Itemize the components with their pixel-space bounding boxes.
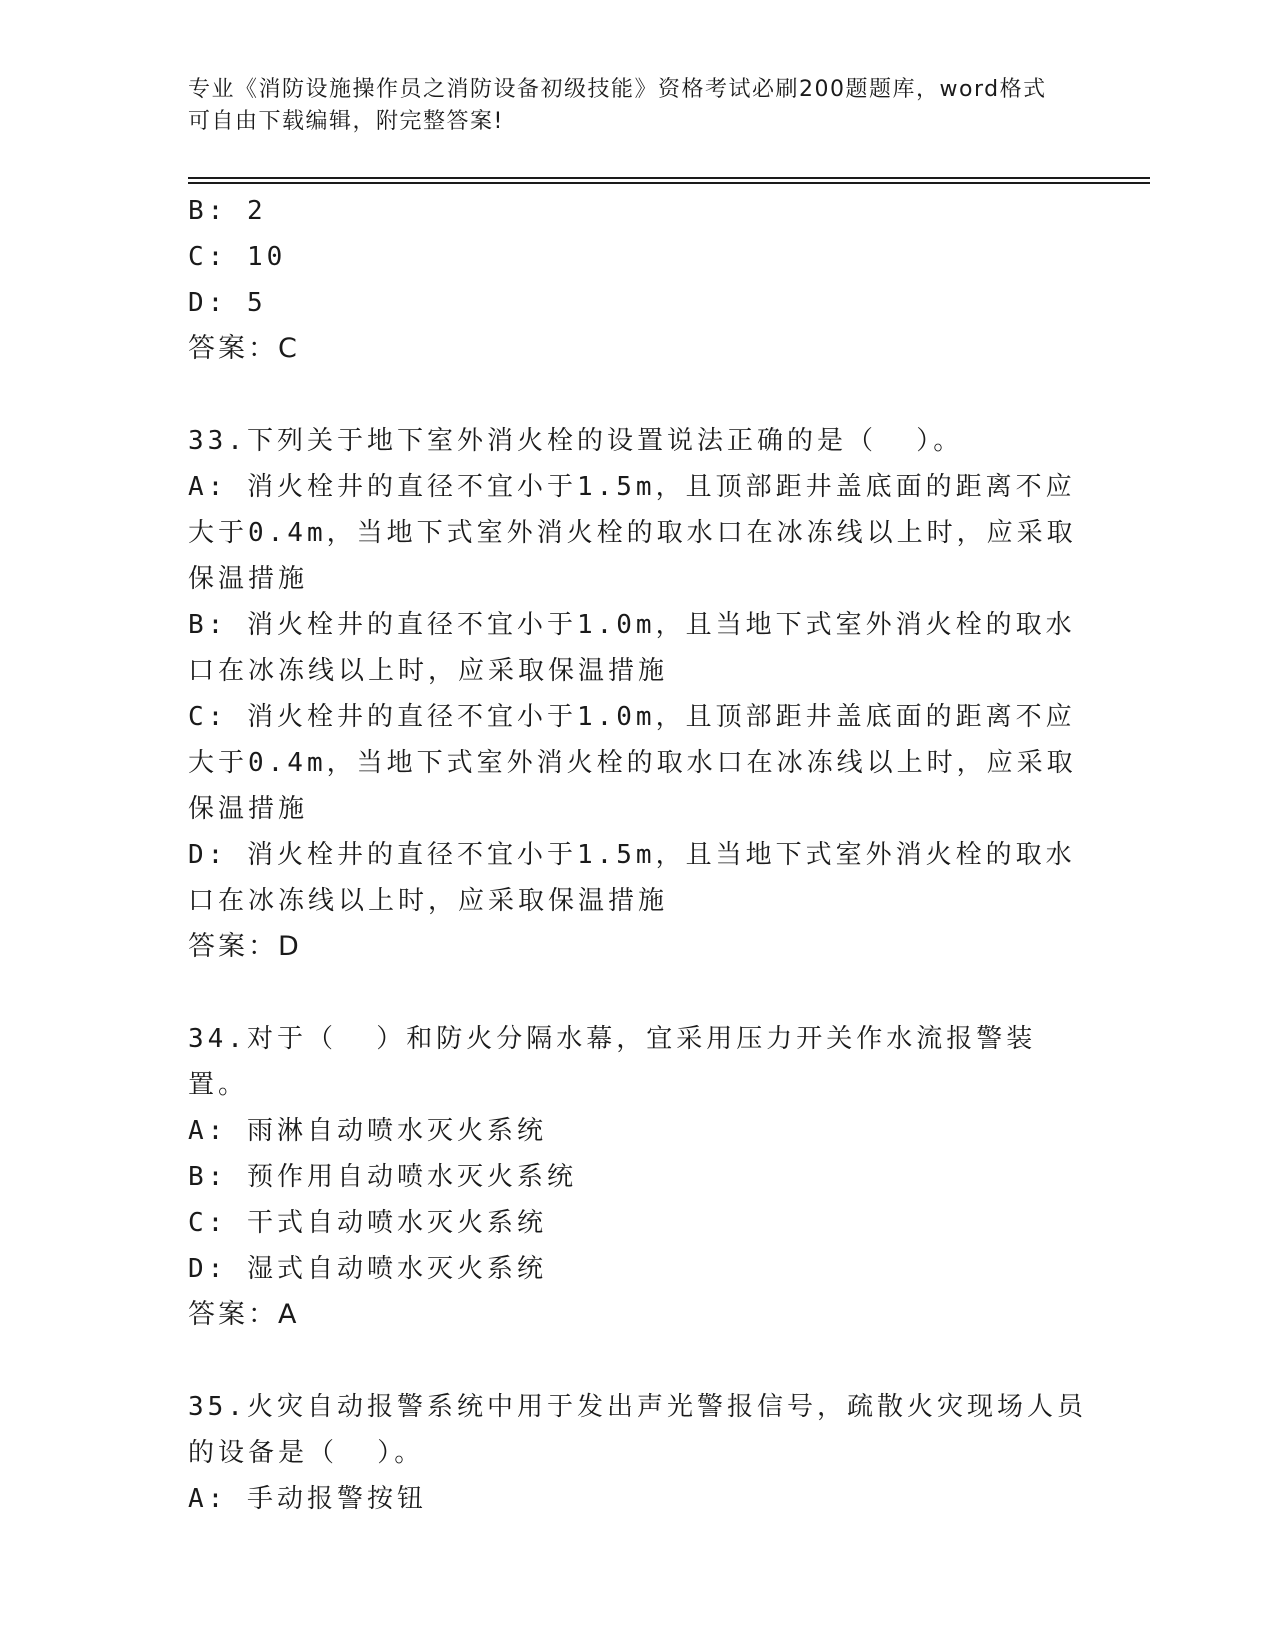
header-rule-bottom (188, 182, 1150, 184)
question-33-answer: 答案：D (188, 931, 302, 962)
question-34-block (188, 1016, 1088, 1338)
prev-question-block (188, 188, 1088, 372)
question-34-answer: 答案：A (188, 1299, 300, 1330)
question-33-option-c: C: 消火栓井的直径不宜小于1.0m，且顶部距井盖底面的距离不应大于0.4m，当地下式室外消火栓的取水口在冰冻线以上时，应采取保温措施 (188, 702, 1077, 824)
document-header (188, 74, 1068, 138)
question-33-option-a: A: 消火栓井的直径不宜小于1.5m，且顶部距井盖底面的距离不应大于0.4m，当地下式室外消火栓的取水口在冰冻线以上时，应采取保温措施 (188, 472, 1077, 594)
answer-line: 答案：C (188, 333, 300, 364)
header-text: 专业《消防设施操作员之消防设备初级技能》资格考试必刷200题题库，word格式可自由下载编辑，附完整答案! (188, 77, 1047, 134)
question-34-option-a: A: 雨淋自动喷水灭火系统 (188, 1116, 547, 1146)
question-35-text: 35.火灾自动报警系统中用于发出声光警报信号，疏散火灾现场人员的设备是（ ）。 (188, 1392, 1087, 1468)
question-34-option-d: D: 湿式自动喷水灭火系统 (188, 1254, 547, 1284)
document-body (188, 188, 1088, 1522)
question-33-option-d: D: 消火栓井的直径不宜小于1.5m，且当地下式室外消火栓的取水口在冰冻线以上时，应采取保温措施 (188, 840, 1076, 916)
question-35-option-a: A: 手动报警按钮 (188, 1484, 427, 1514)
option-c: C: 10 (188, 242, 287, 272)
question-34-text: 34.对于（ ）和防火分隔水幕，宜采用压力开关作水流报警装置。 (188, 1024, 1037, 1100)
spacer (188, 1338, 1088, 1384)
header-rule-top (188, 177, 1150, 179)
question-35-block (188, 1384, 1088, 1522)
question-34-option-b: B: 预作用自动喷水灭火系统 (188, 1162, 577, 1192)
question-33-block (188, 418, 1088, 970)
question-33-text: 33.下列关于地下室外消火栓的设置说法正确的是（ ）。 (188, 426, 964, 456)
option-d: D: 5 (188, 288, 267, 318)
spacer (188, 372, 1088, 418)
option-b: B: 2 (188, 196, 267, 226)
question-34-option-c: C: 干式自动喷水灭火系统 (188, 1208, 547, 1238)
question-33-option-b: B: 消火栓井的直径不宜小于1.0m，且当地下式室外消火栓的取水口在冰冻线以上时，应采取保温措施 (188, 610, 1076, 686)
spacer (188, 970, 1088, 1016)
